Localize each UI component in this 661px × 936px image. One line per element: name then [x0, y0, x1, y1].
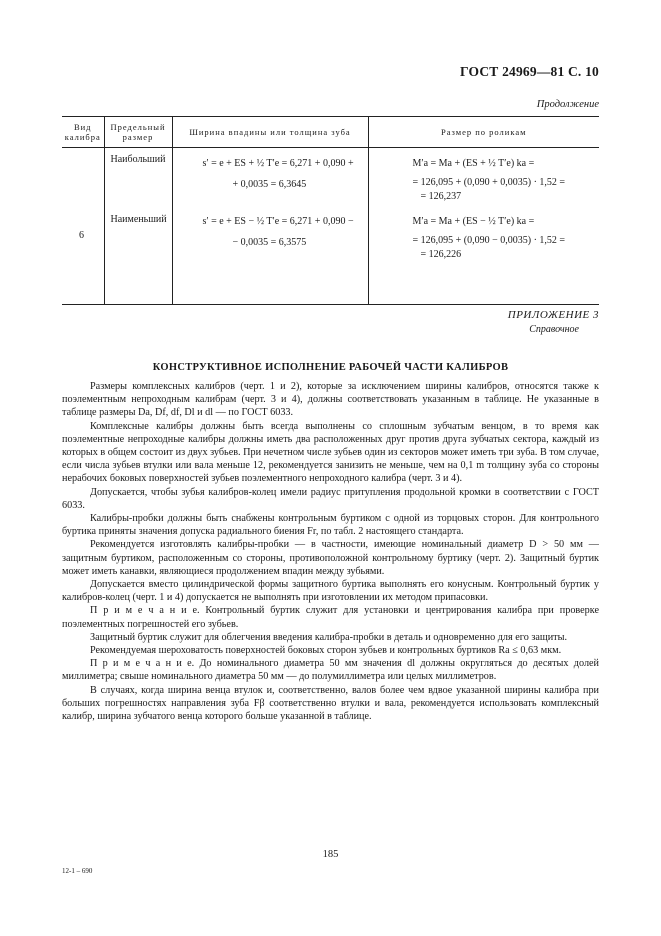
column-header-width: Ширина впадины или толщина зуба: [172, 117, 368, 148]
appendix-label: ПРИЛОЖЕНИЕ 3: [507, 309, 599, 321]
calibre-kind: 6: [79, 230, 84, 241]
page-number: 185: [322, 849, 339, 860]
width-max-line2: + 0,0035 = 6,3645: [232, 179, 307, 190]
roll-min-line1: M′a = Ma + (ES − ½ T′e) ka =: [412, 216, 535, 227]
limit-min: Наименьший: [110, 214, 167, 225]
document-reference: ГОСТ 24969—81 С. 10: [460, 64, 599, 79]
paragraph: Допускается вместо цилиндрической формы защитного буртика выполнять его конусным. Контрольный буртик у калибров-колец (черт. 1 и 4) допускается не выполнять при изготовлении их методом припасовки.: [62, 579, 599, 604]
calibre-size-table: [62, 116, 599, 305]
roll-max-line2: = 126,095 + (0,090 + 0,0035) · 1,52 =: [412, 177, 566, 188]
roll-max-line3: = 126,237: [420, 191, 462, 202]
paragraph: Рекомендуется изготовлять калибры-пробки — в частности, имеющие номинальный диаметр D > 50 мм — защитным буртиком, расположенным со стороны, противоположной контрольному буртику (черт. 2). Защитный буртик может иметь канавки, являющиеся продолжением впадин между зубьями.: [62, 539, 599, 577]
limit-max: Наибольший: [110, 154, 166, 165]
table-row: [62, 148, 599, 305]
note-paragraph: П р и м е ч а н и е. Контрольный буртик служит для установки и центрирования калибра при проверке поэлементных погрешностей его зубьев.: [62, 605, 599, 630]
paragraph: Защитный буртик служит для облегчения введения калибра-пробки в деталь и одновременно для его защиты.: [90, 631, 568, 643]
width-min-line2: − 0,0035 = 6,3575: [232, 237, 307, 248]
print-code: 12-1 – 690: [62, 867, 93, 875]
paragraph: Калибры-пробки должны быть снабжены контрольным буртиком с одной из торцовых сторон. Для контрольного буртика приняты значения допуска радиального биения Fr, по табл. 2 настоящего стандарта.: [62, 513, 599, 538]
paragraph: Рекомендуемая шероховатость поверхностей боковых сторон зубьев и контрольных буртиков Ra ≤ 0,63 мкм.: [90, 645, 562, 657]
width-min-line1: s′ = e + ES − ½ T′e = 6,271 + 0,090 −: [202, 216, 354, 227]
paragraph: Размеры комплексных калибров (черт. 1 и 2), которые за исключением ширины калибров, относятся также к поэлементным непроходным калибрам (черт. 3 и 4), должны соответствовать указанным в таблице. Не указанные в таблице размеры Da, Df, df, Dl и dl — по ГОСТ 6033.: [62, 381, 599, 419]
paragraph: Допускается, чтобы зубья калибров-колец имели радиус притупления продольной кромки в соответствии с ГОСТ 6033.: [62, 486, 599, 511]
continuation-note: Продолжение: [536, 99, 599, 110]
paragraph: В случаях, когда ширина венца втулок и, соответственно, валов более чем вдвое указанной ширины калибра при больших погрешностях направления зуба Fβ соответственно втулки и вала, рекомендуется использовать комплексный калибр, ширина зубчатого венца которого больше указанной в таблице.: [62, 684, 599, 723]
appendix-type: Справочное: [529, 324, 579, 335]
body-text: [62, 380, 599, 723]
width-max-line1: s′ = e + ES + ½ T′e = 6,271 + 0,090 +: [202, 158, 354, 169]
roll-min-line3: = 126,226: [420, 249, 462, 260]
column-header-roll: Размер по роликам: [368, 117, 599, 148]
column-header-kind: Вид калибра: [62, 117, 104, 148]
note-paragraph: П р и м е ч а н и е. До номинального диаметра 50 мм значения dl должны округляться до десятых долей миллиметра; свыше номинального диаметра 50 мм — до полумиллиметра или целых миллиметров.: [62, 658, 599, 683]
paragraph: Комплексные калибры должны быть всегда выполнены со сплошным зубчатым венцом, в то время как поэлементные непроходные калибры должны иметь два расположенных друг против друга зубчатых сектора, каждый из которых в общем состоит из двух зубьев. При нечетном числе зубьев один из секторов может иметь три зуба. В том случае, если числа зубьев втулки или вала меньше 12, рекомендуется занизить не меньше, чем на 0,1 m толщину зуба со стороны нерабочих боковых поверхностей зубьев поэлементного непроходного калибра (черт. 3 и 4).: [62, 420, 599, 485]
roll-max-line1: M′a = Ma + (ES + ½ T′e) ka =: [412, 158, 535, 169]
section-title: КОНСТРУКТИВНОЕ ИСПОЛНЕНИЕ РАБОЧЕЙ ЧАСТИ КАЛИБРОВ: [152, 362, 509, 373]
column-header-limit: Предельный размер: [104, 117, 172, 148]
roll-min-line2: = 126,095 + (0,090 − 0,0035) · 1,52 =: [412, 235, 566, 246]
